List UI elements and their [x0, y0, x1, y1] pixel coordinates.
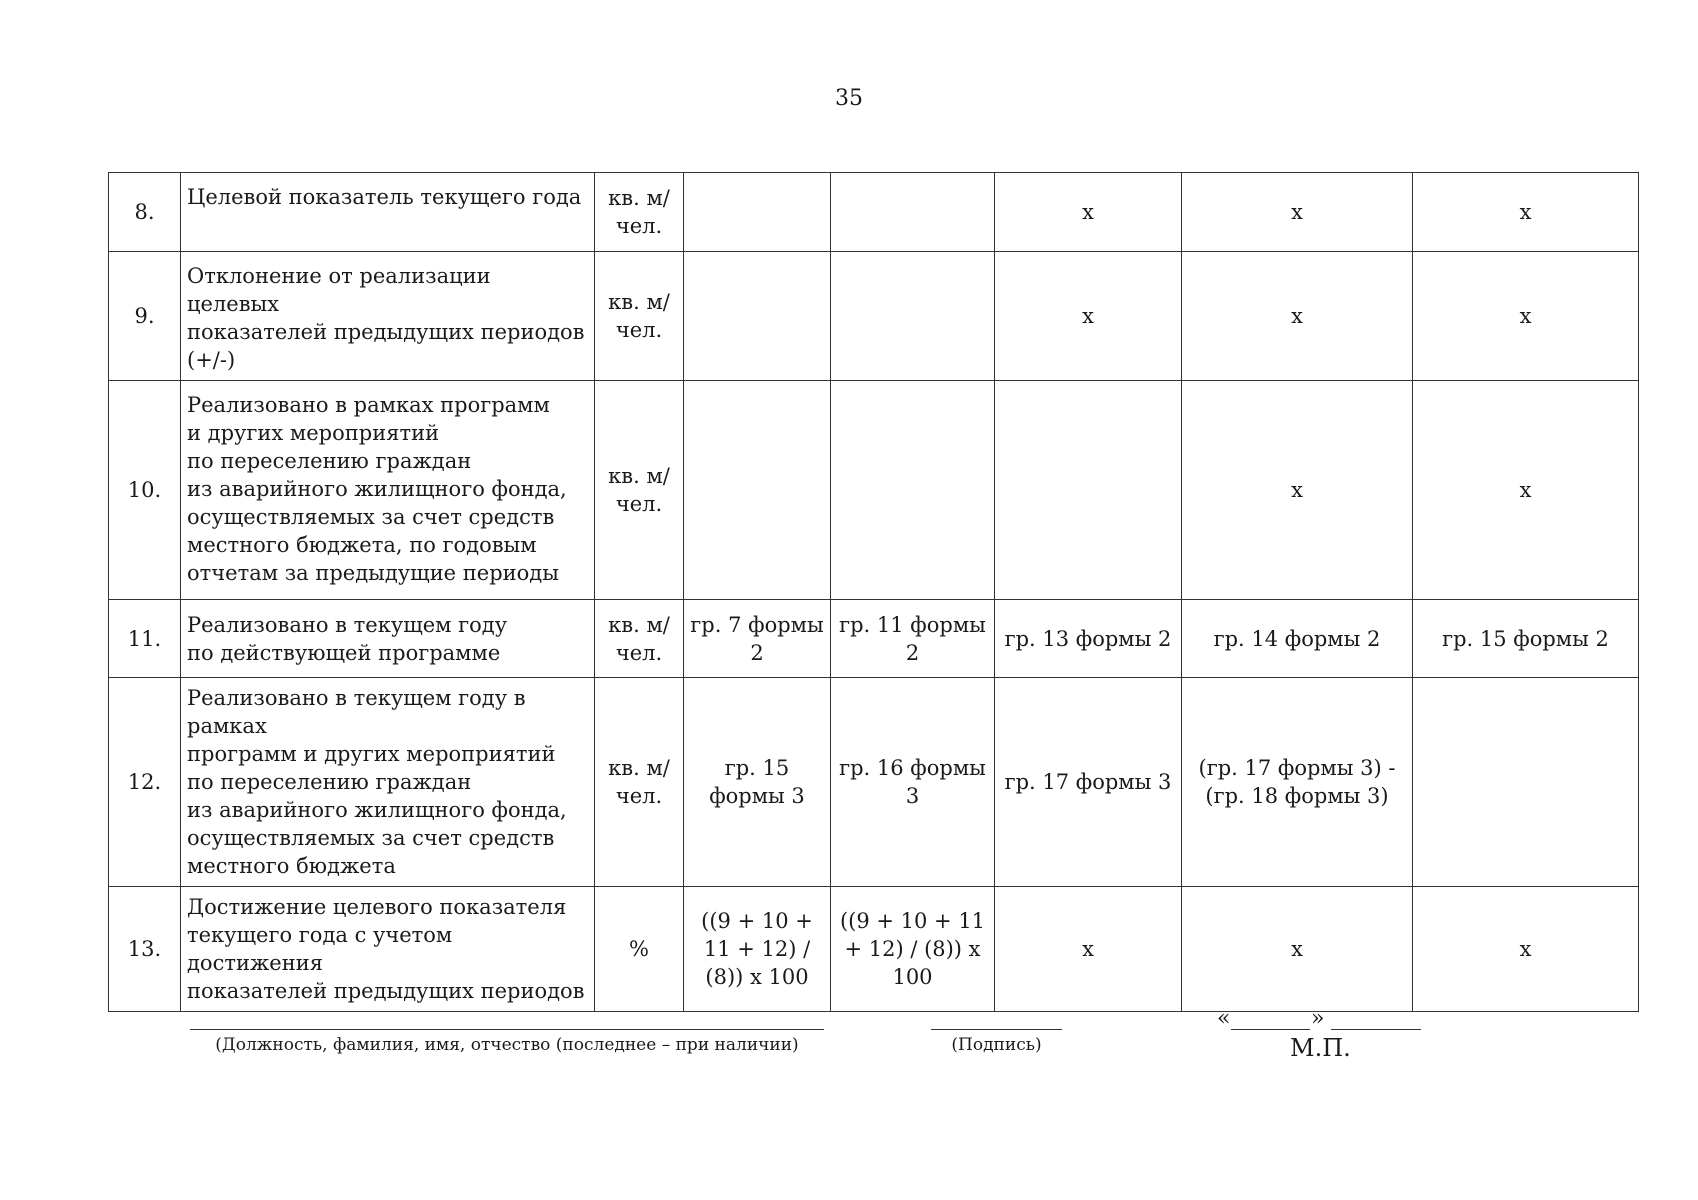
- unit-cell: кв. м/чел.: [595, 252, 684, 381]
- indicator-name-line: Достижение целевого показателя: [187, 895, 567, 919]
- row-number: 9.: [109, 252, 181, 381]
- indicator-name-line: программ и других мероприятий: [187, 742, 556, 766]
- table-row: [109, 887, 1639, 1012]
- value-cell-2: [831, 252, 995, 381]
- value-cell-5: x: [1413, 381, 1639, 600]
- row-number: 10.: [109, 381, 181, 600]
- value-cell-4: (гр. 17 формы 3) - (гр. 18 формы 3): [1182, 678, 1413, 887]
- indicator-name-line: осуществляемых за счет средств: [187, 826, 555, 850]
- value-cell-2: [831, 173, 995, 252]
- value-cell-5: [1413, 678, 1639, 887]
- indicator-name-line: Отклонение от реализации целевых: [187, 264, 491, 316]
- indicator-name-line: отчетам за предыдущие периоды: [187, 561, 559, 585]
- value-cell-1: [684, 252, 831, 381]
- value-cell-4: x: [1182, 252, 1413, 381]
- value-cell-1: гр. 7 формы 2: [684, 600, 831, 678]
- value-cell-2: ((9 + 10 + 11 + 12) / (8)) x 100: [831, 887, 995, 1012]
- unit-cell: кв. м/чел.: [595, 173, 684, 252]
- row-number: 13.: [109, 887, 181, 1012]
- indicator-table: [108, 172, 1639, 1012]
- value-cell-3: x: [995, 173, 1182, 252]
- indicator-name-line: Реализовано в текущем году в рамках: [187, 686, 526, 738]
- row-number: 11.: [109, 600, 181, 678]
- table-row: [109, 252, 1639, 381]
- indicator-name-line: показателей предыдущих периодов: [187, 320, 585, 344]
- value-cell-1: ((9 + 10 + 11 + 12) / (8)) x 100: [684, 887, 831, 1012]
- indicator-name: [181, 678, 595, 887]
- indicator-name-line: из аварийного жилищного фонда,: [187, 798, 567, 822]
- value-cell-1: гр. 15 формы 3: [684, 678, 831, 887]
- table-row: [109, 678, 1639, 887]
- value-cell-2: гр. 11 формы 2: [831, 600, 995, 678]
- indicator-name: [181, 381, 595, 600]
- value-cell-4: x: [1182, 173, 1413, 252]
- indicator-name-line: осуществляемых за счет средств: [187, 505, 555, 529]
- value-cell-4: гр. 14 формы 2: [1182, 600, 1413, 678]
- date-month-year-line[interactable]: [1331, 1029, 1421, 1030]
- indicator-name: [181, 600, 595, 678]
- table-row: [109, 381, 1639, 600]
- indicator-name-line: по переселению граждан: [187, 449, 472, 473]
- indicator-name-line: (+/-): [187, 348, 236, 372]
- indicator-name: [181, 173, 595, 252]
- indicator-name-line: и других мероприятий: [187, 421, 440, 445]
- stamp-label: М.П.: [1290, 1034, 1351, 1062]
- value-cell-4: x: [1182, 887, 1413, 1012]
- value-cell-3: [995, 381, 1182, 600]
- indicator-name-line: показателей предыдущих периодов: [187, 979, 585, 1003]
- date-open-quote: «: [1217, 1006, 1231, 1031]
- value-cell-5: x: [1413, 887, 1639, 1012]
- date-close-quote: »: [1311, 1006, 1325, 1031]
- indicator-name-line: местного бюджета: [187, 854, 396, 878]
- value-cell-5: x: [1413, 252, 1639, 381]
- value-cell-5: гр. 15 формы 2: [1413, 600, 1639, 678]
- value-cell-2: гр. 16 формы 3: [831, 678, 995, 887]
- table-row: [109, 173, 1639, 252]
- date-day-line[interactable]: [1231, 1029, 1310, 1030]
- signature-line[interactable]: [931, 1029, 1062, 1030]
- unit-cell: кв. м/чел.: [595, 600, 684, 678]
- position-signature-line[interactable]: [190, 1029, 824, 1030]
- row-number: 12.: [109, 678, 181, 887]
- value-cell-3: гр. 13 формы 2: [995, 600, 1182, 678]
- value-cell-1: [684, 173, 831, 252]
- value-cell-1: [684, 381, 831, 600]
- value-cell-2: [831, 381, 995, 600]
- indicator-name-line: из аварийного жилищного фонда,: [187, 477, 567, 501]
- indicator-name: [181, 887, 595, 1012]
- value-cell-3: x: [995, 252, 1182, 381]
- value-cell-5: x: [1413, 173, 1639, 252]
- unit-cell: кв. м/чел.: [595, 381, 684, 600]
- unit-cell: %: [595, 887, 684, 1012]
- value-cell-4: x: [1182, 381, 1413, 600]
- indicator-name-line: текущего года с учетом достижения: [187, 923, 453, 975]
- indicator-name-line: по действующей программе: [187, 640, 501, 665]
- indicator-name-line: по переселению граждан: [187, 770, 472, 794]
- indicator-name: [181, 252, 595, 381]
- position-caption: (Должность, фамилия, имя, отчество (последнее – при наличии): [215, 1035, 799, 1055]
- row-number: 8.: [109, 173, 181, 252]
- signature-caption: (Подпись): [951, 1035, 1042, 1055]
- indicator-name-line: Реализовано в рамках программ: [187, 393, 550, 417]
- table-row: [109, 600, 1639, 678]
- value-cell-3: x: [995, 887, 1182, 1012]
- indicator-name-line: Реализовано в текущем году: [187, 612, 508, 637]
- indicator-name-line: местного бюджета, по годовым: [187, 533, 537, 557]
- indicator-name-line: Целевой показатель текущего года: [187, 185, 582, 209]
- unit-cell: кв. м/чел.: [595, 678, 684, 887]
- page-number: 35: [835, 86, 863, 111]
- value-cell-3: гр. 17 формы 3: [995, 678, 1182, 887]
